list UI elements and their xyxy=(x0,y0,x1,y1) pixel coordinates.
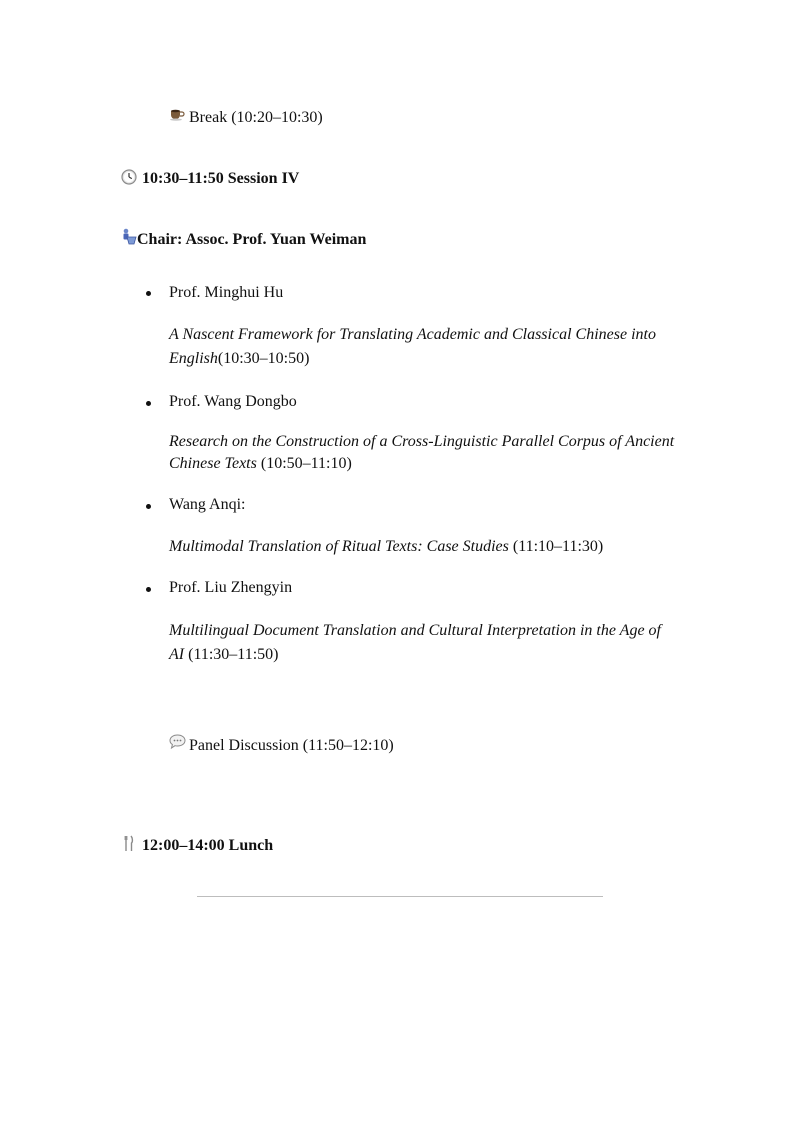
speaker-name: Prof. Minghui Hu xyxy=(169,284,284,301)
talk-title-text: A Nascent Framework for Translating Academic and Classical Chinese into English xyxy=(169,326,656,367)
talk-title xyxy=(169,535,679,559)
fork-knife-icon xyxy=(124,835,134,852)
bullet xyxy=(146,587,151,592)
break-label: Break (10:20–10:30) xyxy=(189,109,323,126)
speaker-name: Wang Anqi: xyxy=(169,496,246,513)
clock-icon xyxy=(121,169,137,185)
podium-icon xyxy=(121,228,137,245)
bullet xyxy=(146,291,151,296)
speaker-name: Prof. Wang Dongbo xyxy=(169,393,297,410)
talk-title-text: Multilingual Document Translation and Cultural Interpretation in the Age of AI xyxy=(169,622,661,663)
session-title: 10:30–11:50 Session IV xyxy=(142,170,300,187)
talk-time: (10:50–11:10) xyxy=(256,455,352,472)
horizontal-divider xyxy=(197,896,603,897)
bullet xyxy=(146,504,151,509)
panel-label: Panel Discussion (11:50–12:10) xyxy=(189,737,394,754)
talk-time: (10:30–10:50) xyxy=(217,350,310,367)
speech-bubble-icon xyxy=(169,734,186,749)
coffee-cup-icon xyxy=(169,107,185,121)
speaker-name: Prof. Liu Zhengyin xyxy=(169,579,293,596)
talk-time: (11:10–11:30) xyxy=(508,538,604,555)
talk-title-text: Research on the Construction of a Cross-Linguistic Parallel Corpus of Ancient Chinese Texts xyxy=(169,433,675,472)
lunch-title: 12:00–14:00 Lunch xyxy=(142,837,274,854)
talk-title xyxy=(169,431,679,475)
talk-time: (11:30–11:50) xyxy=(184,646,279,663)
chair-text: Chair: Assoc. Prof. Yuan Weiman xyxy=(137,231,367,248)
talk-title xyxy=(169,619,679,667)
talk-title xyxy=(169,323,679,371)
bullet xyxy=(146,401,151,406)
talk-title-text: Multimodal Translation of Ritual Texts: Case Studies xyxy=(169,538,509,555)
